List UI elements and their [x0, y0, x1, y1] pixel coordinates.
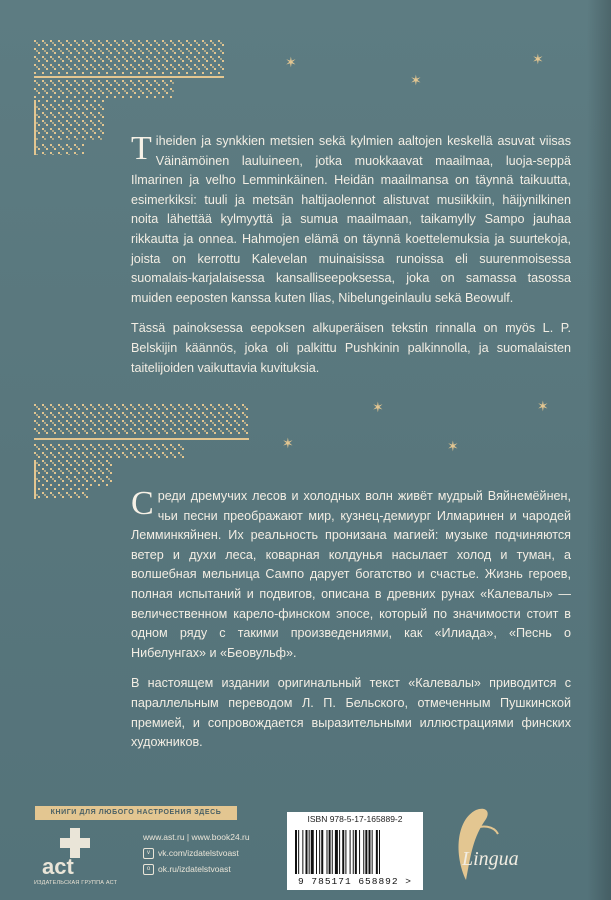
barcode-bar [319, 830, 320, 874]
drop-cap: T [131, 130, 152, 167]
publisher-links [143, 829, 250, 877]
publisher-caption: ИЗДАТЕЛЬСКАЯ ГРУППА АСТ [34, 880, 118, 886]
star-icon: ✶ [282, 436, 294, 452]
star-icon: ✶ [447, 439, 459, 455]
barcode-bar [376, 830, 378, 874]
barcode-bar [355, 830, 357, 874]
barcode-bars [287, 826, 423, 876]
barcode-bar [363, 830, 364, 874]
barcode-bar [321, 830, 323, 874]
sites-link[interactable]: www.ast.ru | www.book24.ru [143, 832, 250, 842]
publisher-logo-text: act [42, 854, 74, 878]
barcode-bar [298, 830, 299, 874]
ok-icon: o [143, 864, 154, 875]
barcode-bar [365, 830, 367, 874]
barcode-bar [353, 830, 354, 874]
star-icon: ✶ [372, 400, 384, 416]
tagline-band: КНИГИ ДЛЯ ЛЮБОГО НАСТРОЕНИЯ ЗДЕСЬ [35, 806, 237, 820]
finnish-text [131, 132, 571, 389]
star-icon: ✶ [285, 55, 297, 71]
isbn-label: ISBN 978-5-17-165889-2 [287, 812, 423, 826]
russian-paragraph-1: Среди дремучих лесов и холодных волн живёт мудрый Вяйнемёйнен, чьи песни преображают мир, кузнец-демиург Илмаринен и чародей Лемминкяйнен. Их реальность пронизана магией: музыке подчиняются ветер и духи леса, коварная колдунья насылает холод и туман, а волшебная мельница Сампо дарует богатство и счастье. Жизнь героев, полная испытаний и подвигов, описана в древних рунах «Калевалы» — величественном карело-финском эпосе, который по значимости стоит в одном ряду с такими произведениями, как «Илиада», «Песнь о Нибелунгах» и «Беовульф». [131, 485, 571, 660]
barcode-bar [369, 830, 371, 874]
barcode-bar [335, 830, 338, 874]
barcode-bar [316, 830, 317, 874]
vk-icon: v [143, 848, 154, 859]
barcode-bar [329, 830, 331, 874]
barcode-bar [339, 830, 340, 874]
barcode-bar [309, 830, 310, 874]
imprint-name: Lingua [462, 848, 519, 870]
barcode-bar [345, 830, 346, 874]
barcode-bar [311, 830, 314, 874]
drop-cap: С [131, 485, 154, 522]
barcode-digits: 9 785171 658892 > [298, 876, 412, 887]
barcode-bar [372, 830, 373, 874]
barcode-bar [342, 830, 344, 874]
star-icon: ✶ [532, 52, 544, 68]
barcode-bar [359, 830, 360, 874]
finnish-paragraph-1: Tiheiden ja synkkien metsien sekä kylmien aaltojen keskellä asuvat viisas Väinämöinen lauluineen, jotka muokkaavat maailmaa, luoja-seppä Ilmarinen ja velho Lemminkäinen. Heidän maailmansa on täynnä taikuutta, esimerkiksi: tuuli ja metsän haltijaolennot alistuvat musiikkiin, häijynilkinen noita lähettää kylmyyttä ja sumua maailmaan, taikamylly Sampo jauhaa rikkautta ja onnea. Hahmojen elämä on täynnä koettelemuksia ja suurtekoja, joista on kerrottu Kalevelan muinaisissa runoissa eli suurenmoisessa suomalais-karjalaisessa kansalliseepoksessa, joka on samassa tasossa muiden eeposten kanssa kuten Ilias, Nibelungeinlaulu sekä Beowulf. [131, 130, 571, 305]
barcode-bar [295, 830, 297, 874]
star-icon: ✶ [410, 73, 422, 89]
vk-link[interactable]: v vk.com/izdatelstvoast [143, 845, 250, 861]
barcode-bar [306, 830, 308, 874]
star-icon: ✶ [537, 399, 549, 415]
barcode-bar [302, 830, 303, 874]
russian-paragraph-2: В настоящем издании оригинальный текст «Калевалы» приводится с параллельным переводом Л. П. Бельского, отмеченным Пушкинской премией, и сопровождается выразительными иллюстрациями финских художников. [131, 676, 571, 750]
lingua-logo [436, 800, 576, 890]
barcode-bar [379, 830, 380, 874]
russian-text [131, 487, 571, 764]
finnish-paragraph-2: Tässä painoksessa eepoksen alkuperäisen tekstin rinnalla on myös L. P. Belskijin käännös, joka oli palkittu Pushkinin palkinnolla, ja suomalaisten taitelijoiden vaikuttavia kuvituksia. [131, 321, 571, 375]
barcode-bar [332, 830, 333, 874]
ok-link[interactable]: o ok.ru/izdatelstvoast [143, 861, 250, 877]
barcode-bar [350, 830, 351, 874]
barcode-bar [327, 830, 328, 874]
publisher-logo [40, 826, 112, 888]
